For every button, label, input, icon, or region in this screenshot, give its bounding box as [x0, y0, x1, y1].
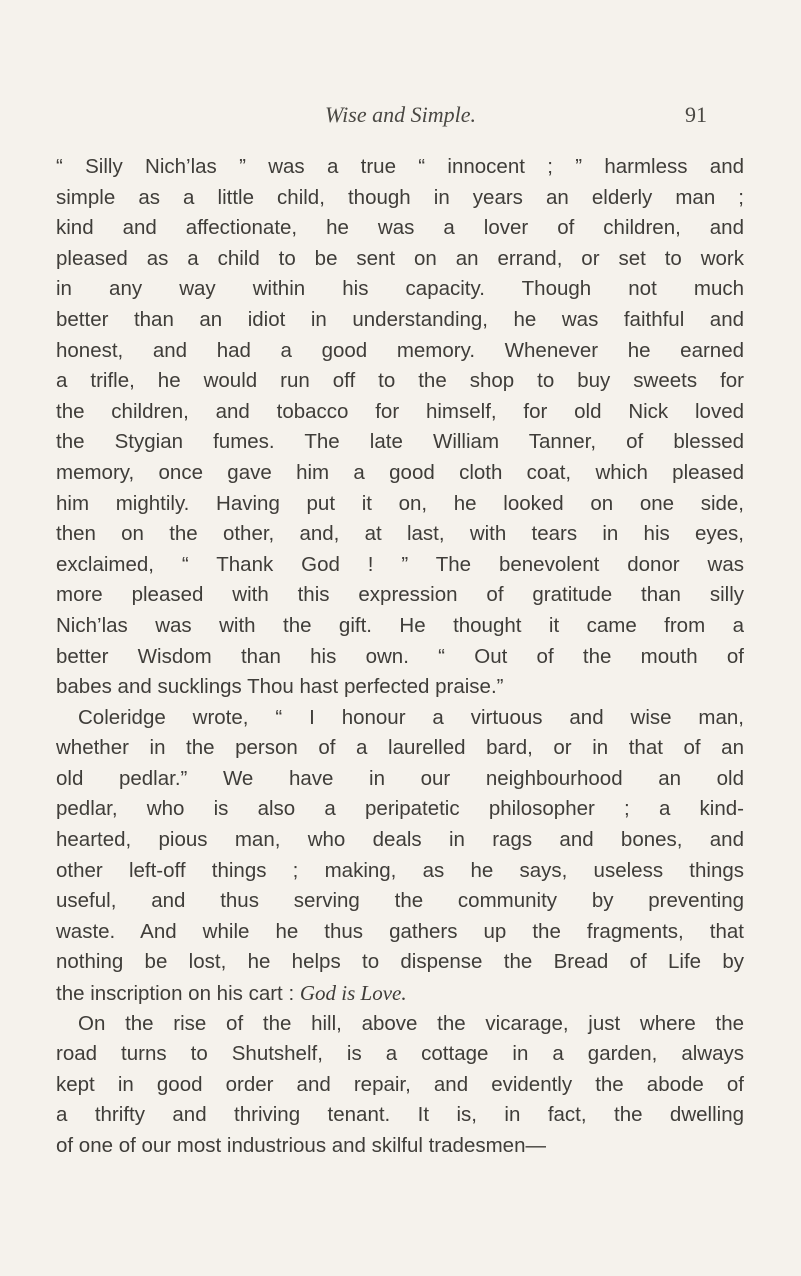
text-line: a thrifty and thriving tenant. It is, in fact, the dwelling	[56, 1103, 744, 1127]
inscription-italic: God is Love.	[299, 981, 407, 1006]
text-line: exclaimed, “ Thank God ! ” The benevolent donor was	[56, 552, 744, 576]
text-line: nothing be lost, he helps to dispense the Bread of Life by	[56, 950, 744, 974]
text-line: road turns to Shutshelf, is a cottage in a garden, always	[56, 1042, 744, 1066]
text-line: waste. And while he thus gathers up the fragments, that	[56, 919, 744, 943]
running-head	[0, 100, 801, 140]
running-title: Wise and Simple.	[325, 102, 476, 127]
text-line: hearted, pious man, who deals in rags and bones, and	[56, 828, 744, 852]
text-line: Nich’las was with the gift. He thought it came from a	[56, 613, 744, 637]
text-line: kind and affectionate, he was a lover of children, and	[56, 216, 744, 240]
text-line: the children, and tobacco for himself, for old Nick loved	[56, 399, 744, 423]
text-line: the Stygian fumes. The late William Tanner, of blessed	[56, 430, 744, 454]
text-line: better Wisdom than his own. “ Out of the mouth of	[56, 644, 744, 668]
text-line: useful, and thus serving the community by preventing	[56, 889, 744, 913]
text-line: pleased as a child to be sent on an errand, or set to work	[56, 246, 744, 270]
text-line-with-italic	[56, 978, 744, 1009]
text-line: “ Silly Nich’las ” was a true “ innocent ; ” harmless and	[56, 155, 744, 178]
text-line: pedlar, who is also a peripatetic philosopher ; a kind-	[56, 797, 744, 821]
text-line: babes and sucklings Thou hast perfected praise.”	[56, 675, 504, 699]
text-line: On the rise of the hill, above the vicarage, just where the	[78, 1011, 744, 1035]
text-line: better than an idiot in understanding, he was faithful and	[56, 307, 744, 331]
text-line: memory, once gave him a good cloth coat, which pleased	[56, 460, 744, 484]
text-line: him mightily. Having put it on, he looked on one side,	[56, 491, 744, 515]
text-line: a trifle, he would run off to the shop to buy sweets for	[56, 369, 744, 393]
body-text	[56, 152, 744, 1162]
text-line: then on the other, and, at last, with tears in his eyes,	[56, 522, 744, 546]
text-line: in any way within his capacity. Though not much	[56, 277, 744, 301]
text-line: old pedlar.” We have in our neighbourhood an old	[56, 766, 744, 790]
inscription-lead: the inscription on his cart :	[56, 982, 295, 1006]
text-line: more pleased with this expression of gratitude than silly	[56, 583, 744, 607]
text-line: other left-off things ; making, as he says, useless things	[56, 858, 744, 882]
page-number: 91	[685, 102, 707, 127]
text-line: kept in good order and repair, and evidently the abode of	[56, 1072, 744, 1096]
text-line: whether in the person of a laurelled bard, or in that of an	[56, 736, 744, 760]
text-line: Coleridge wrote, “ I honour a virtuous and wise man,	[78, 705, 744, 729]
text-line: simple as a little child, though in years an elderly man ;	[56, 185, 744, 209]
text-line: honest, and had a good memory. Whenever he earned	[56, 338, 744, 362]
text-line: of one of our most industrious and skilful tradesmen—	[56, 1134, 546, 1157]
